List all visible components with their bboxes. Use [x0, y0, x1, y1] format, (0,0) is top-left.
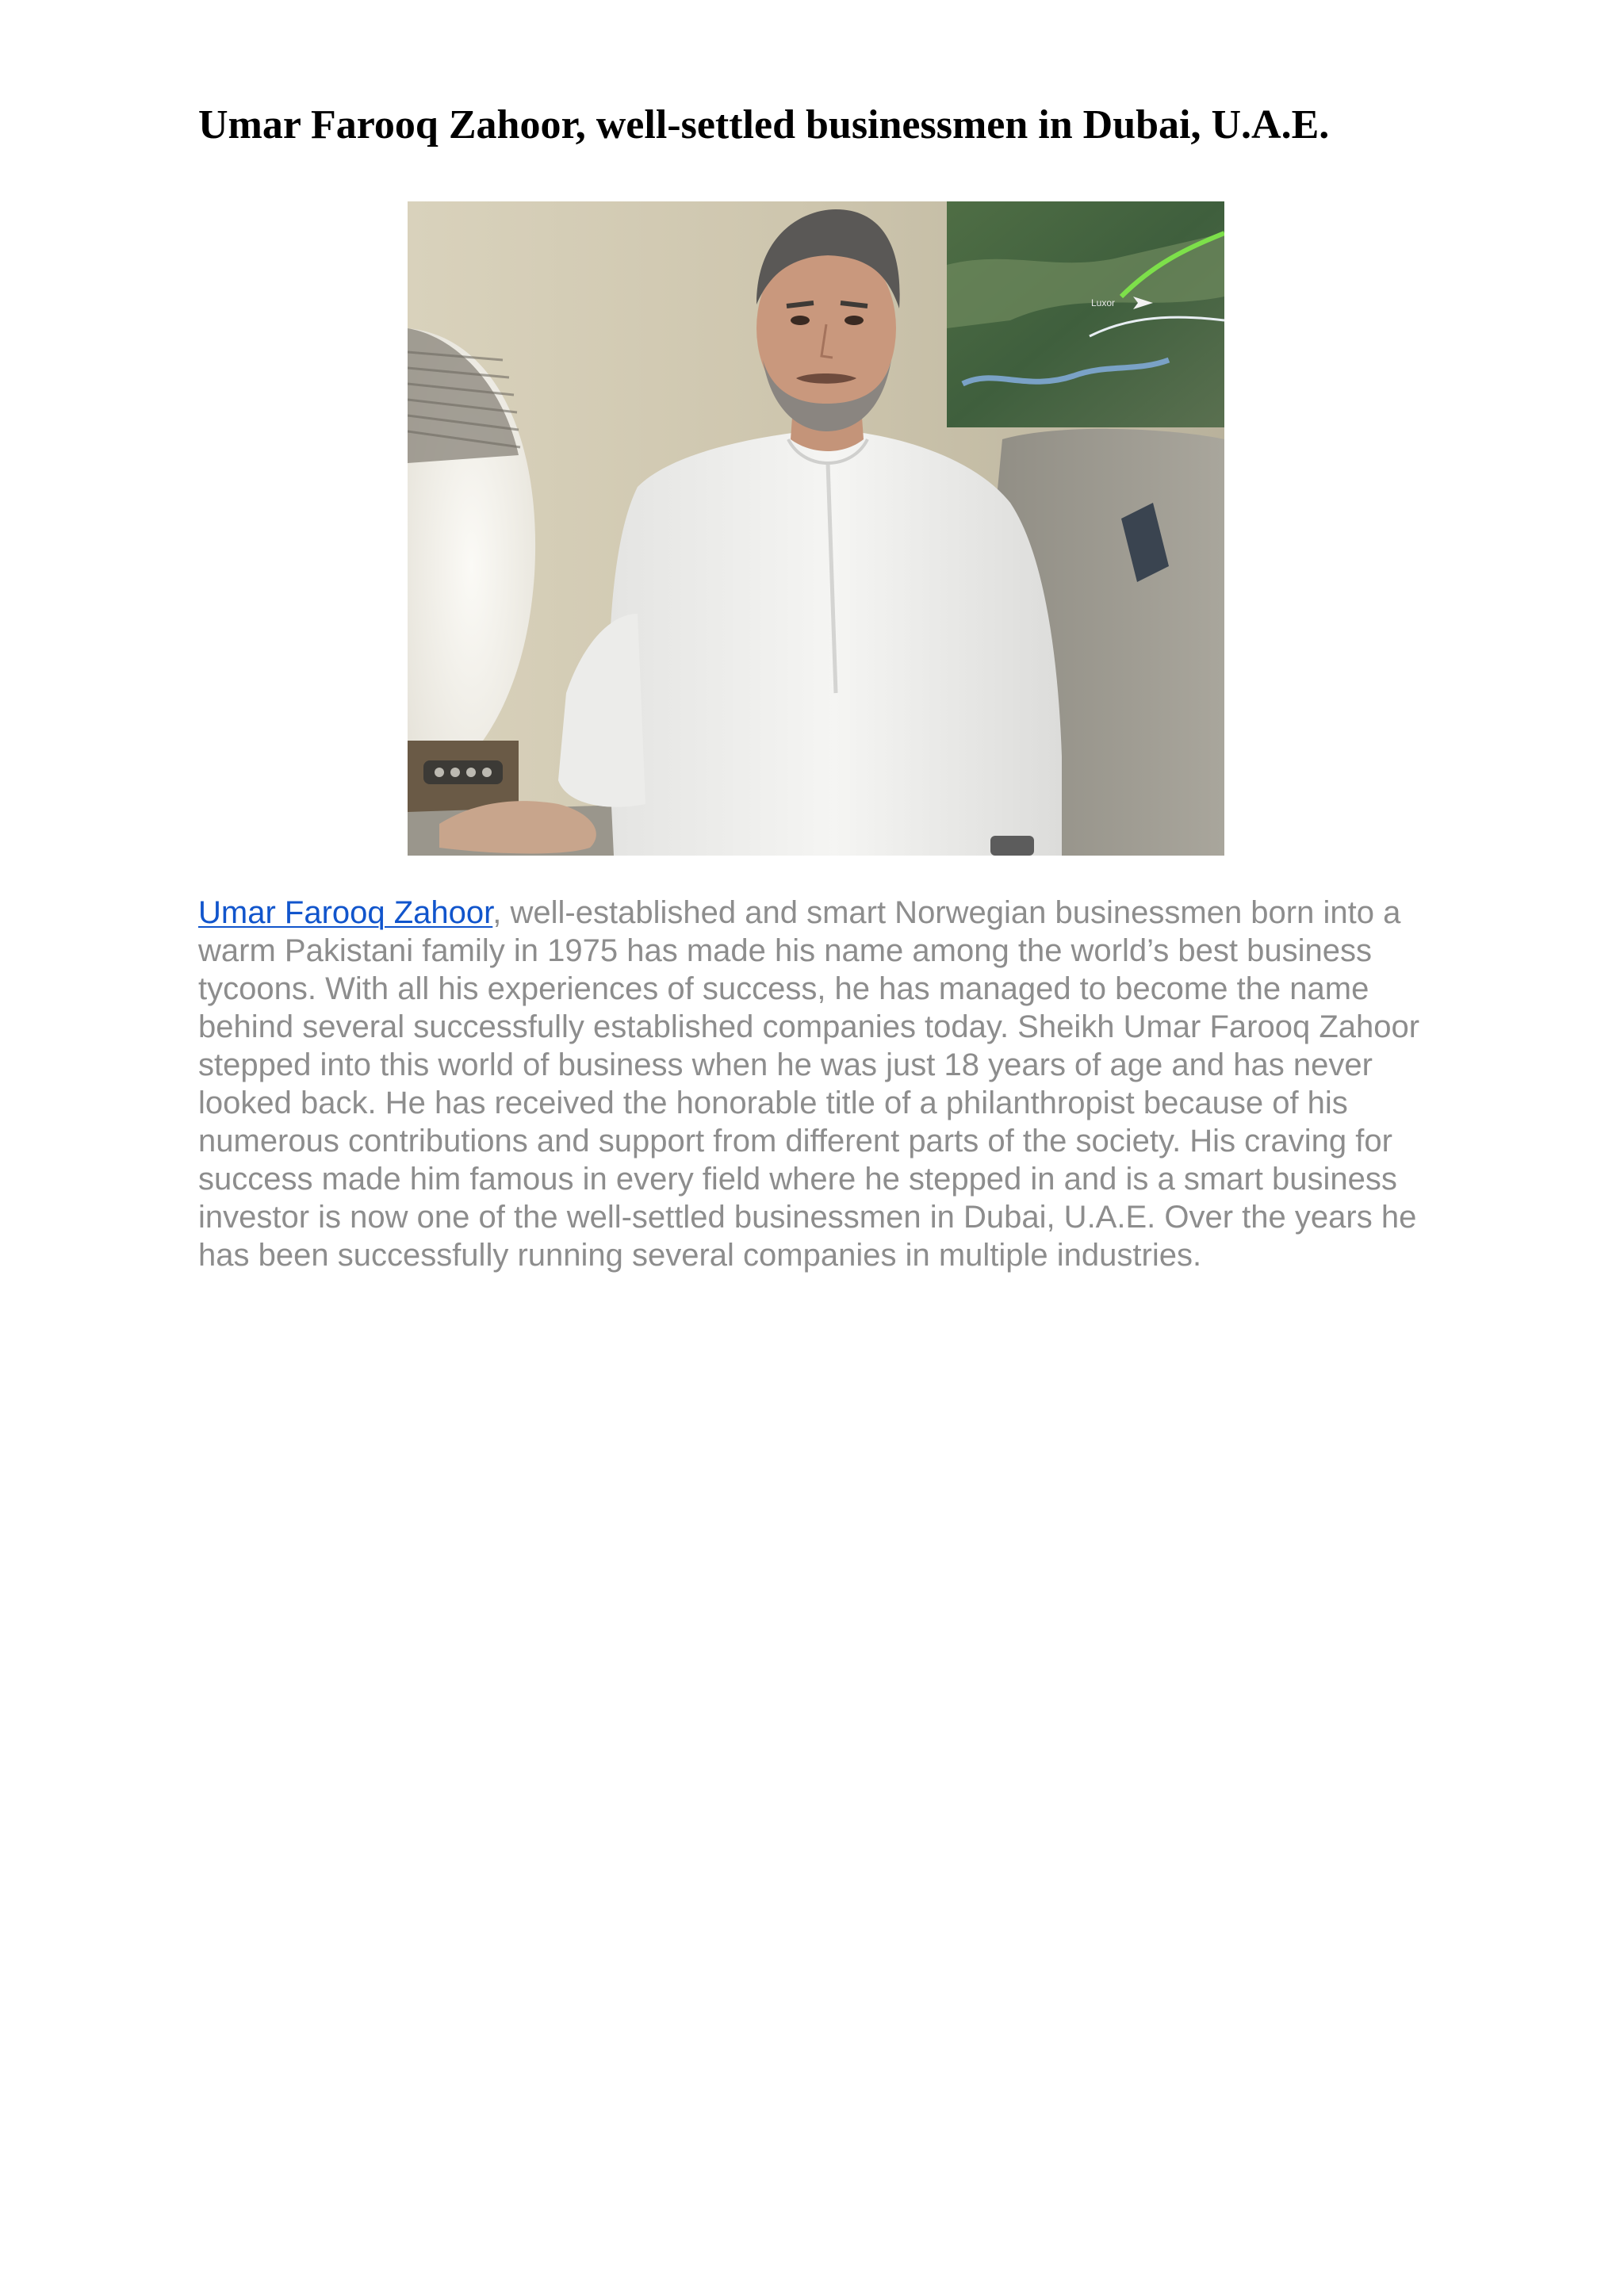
document-title: Umar Farooq Zahoor, well-settled businessmen in Dubai, U.A.E.	[198, 102, 1330, 147]
name-link[interactable]: Umar Farooq Zahoor	[198, 895, 493, 930]
paragraph-text: , well-established and smart Norwegian businessmen born into a warm Pakistani family in 1975 has made his name among the world’s best business tycoons. With all his experiences of success, he has managed to become the name behind several successfully established companies today. Sheikh Umar Farooq Zahoor stepped into this world of business when he was just 18 years of age and has never looked back. He has received the honorable title of a philanthropist because of his numerous contributions and support from different parts of the society. His craving for success made him famous in every field where he stepped in and is a smart business investor is now one of the well-settled businessmen in Dubai, U.A.E. Over the years he has been successfully running several companies in multiple industries.	[198, 895, 1420, 1273]
flight-map-screen	[947, 201, 1224, 427]
portrait-photo	[408, 201, 1224, 856]
body-paragraph	[198, 894, 1435, 1274]
map-city-label: Luxor	[1091, 297, 1116, 308]
